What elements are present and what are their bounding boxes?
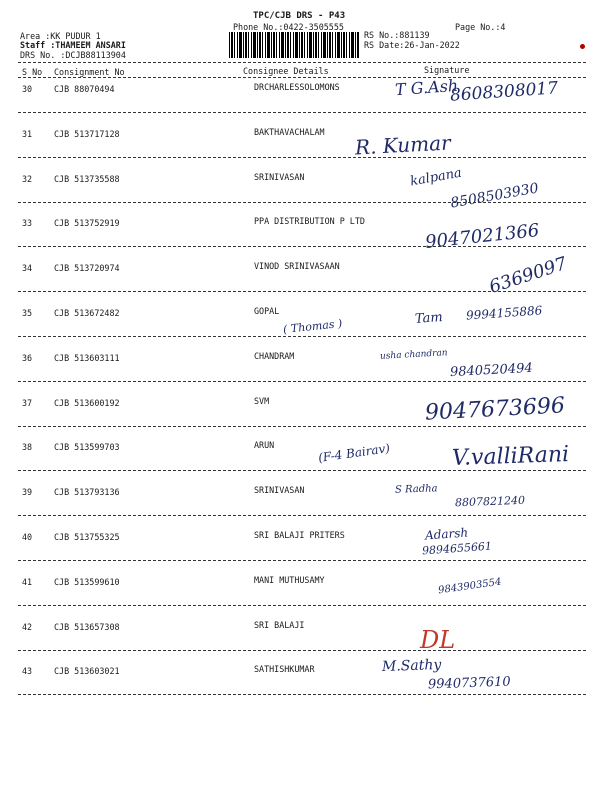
row-consignee: ARUN bbox=[254, 440, 275, 451]
row-consignment-no: CJB 88070494 bbox=[54, 84, 115, 94]
phone-number: Phone No.:0422-3505555 bbox=[233, 22, 344, 32]
row-divider bbox=[18, 515, 586, 516]
row-divider bbox=[18, 605, 586, 606]
row-signature: Tam bbox=[414, 310, 444, 327]
staff-label: Staff :THAMEEM ANSARI bbox=[20, 40, 126, 50]
row-consignee: MANI MUTHUSAMY bbox=[254, 574, 325, 585]
row-signature: kalpana bbox=[409, 165, 463, 189]
barcode bbox=[229, 32, 359, 58]
column-header-divider bbox=[18, 77, 586, 78]
row-consignee: BAKTHAVACHALAM bbox=[254, 126, 325, 137]
row-note: (F-4 Bairav) bbox=[317, 441, 391, 466]
drs-number: DRS No. :DCJB88113904 bbox=[20, 50, 126, 60]
row-phone: 8807821240 bbox=[454, 493, 526, 510]
row-signature: R. Kumar bbox=[354, 130, 452, 160]
row-divider bbox=[18, 336, 586, 337]
area-label: Area :KK PUDUR 1 bbox=[20, 31, 101, 41]
row-note: ( Thomas ) bbox=[282, 316, 343, 337]
row-signature: Adarsh bbox=[424, 525, 469, 543]
row-divider bbox=[18, 202, 586, 203]
row-consignment-no: CJB 513600192 bbox=[54, 397, 120, 408]
row-sno: 42 bbox=[22, 621, 33, 632]
row-consignment-no: CJB 513603111 bbox=[54, 352, 120, 363]
row-consignment-no: CJB 513793136 bbox=[54, 487, 120, 498]
document-title: TPC/CJB DRS - P43 bbox=[253, 11, 346, 21]
row-consignee: PPA DISTRIBUTION P LTD bbox=[254, 216, 365, 227]
row-phone: 9940737610 bbox=[427, 674, 511, 693]
header-divider bbox=[18, 62, 586, 63]
row-sno: 40 bbox=[22, 532, 33, 542]
row-divider bbox=[18, 291, 586, 292]
row-consignee: DRCHARLESSOLOMONS bbox=[254, 82, 340, 92]
row-consignment-no: CJB 513717128 bbox=[54, 128, 120, 139]
row-divider bbox=[18, 694, 586, 695]
row-signature: S Radha bbox=[394, 483, 438, 496]
row-phone: 8608308017 bbox=[449, 78, 559, 106]
row-sno: 35 bbox=[22, 308, 33, 318]
row-consignee: CHANDRAM bbox=[254, 350, 295, 361]
row-sno: 32 bbox=[22, 173, 33, 184]
row-divider bbox=[18, 381, 586, 382]
row-consignee: SRINIVASAN bbox=[254, 485, 305, 496]
row-divider bbox=[18, 650, 586, 651]
row-sno: 43 bbox=[22, 666, 33, 677]
row-divider bbox=[18, 246, 586, 247]
col-header-sno: S No bbox=[22, 67, 43, 77]
row-phone: 9047021366 bbox=[424, 220, 541, 254]
row-consignee: SRI BALAJI bbox=[254, 619, 305, 630]
row-consignee: VINOD SRINIVASAAN bbox=[254, 261, 340, 272]
row-consignee: SRI BALAJI PRITERS bbox=[254, 530, 345, 540]
row-divider bbox=[18, 426, 586, 427]
page-number: Page No.:4 bbox=[455, 22, 506, 32]
row-sno: 37 bbox=[22, 397, 33, 408]
row-consignment-no: CJB 513599703 bbox=[54, 442, 120, 453]
col-header-consignee: Consignee Details bbox=[243, 66, 329, 76]
row-consignment-no: CJB 513720974 bbox=[54, 263, 120, 274]
rs-date: RS Date:26-Jan-2022 bbox=[364, 40, 460, 50]
col-header-signature: Signature bbox=[424, 65, 470, 75]
row-phone: 9840520494 bbox=[449, 360, 534, 380]
row-sno: 41 bbox=[22, 576, 33, 587]
rs-number: RS No.:881139 bbox=[364, 30, 430, 40]
row-signature: V.valliRani bbox=[451, 442, 570, 472]
row-signature: T G.Ash bbox=[394, 75, 459, 100]
row-phone: 9894655661 bbox=[421, 539, 493, 558]
row-signature: DL bbox=[420, 625, 456, 654]
red-mark bbox=[580, 44, 585, 49]
row-divider bbox=[18, 470, 586, 471]
row-sno: 34 bbox=[22, 263, 33, 274]
col-header-consignment: Consignment No bbox=[54, 67, 125, 77]
row-sno: 30 bbox=[22, 84, 33, 94]
row-consignment-no: CJB 513603021 bbox=[54, 666, 120, 677]
row-sno: 36 bbox=[22, 352, 33, 363]
row-sno: 31 bbox=[22, 128, 33, 139]
row-phone: 9047673696 bbox=[424, 392, 566, 426]
row-consignment-no: CJB 513599610 bbox=[54, 576, 120, 587]
row-consignment-no: CJB 513657308 bbox=[54, 621, 120, 632]
row-signature: usha chandran bbox=[379, 348, 448, 362]
row-phone: 8508503930 bbox=[449, 179, 540, 212]
row-divider bbox=[18, 112, 586, 113]
row-phone: 6369097 bbox=[486, 253, 570, 299]
row-phone: 9994155886 bbox=[465, 303, 543, 323]
row-phone: 9843903554 bbox=[437, 576, 503, 597]
row-sno: 38 bbox=[22, 442, 33, 453]
row-consignment-no: CJB 513752919 bbox=[54, 218, 120, 229]
row-sno: 39 bbox=[22, 487, 33, 498]
row-consignee: SVM bbox=[254, 395, 270, 406]
row-divider bbox=[18, 560, 586, 561]
row-consignment-no: CJB 513755325 bbox=[54, 532, 120, 542]
row-signature: M.Sathy bbox=[381, 657, 442, 676]
row-consignee: SRINIVASAN bbox=[254, 171, 305, 182]
row-consignment-no: CJB 513672482 bbox=[54, 308, 120, 318]
row-divider bbox=[18, 157, 586, 158]
row-consignment-no: CJB 513735588 bbox=[54, 173, 120, 184]
row-consignee: GOPAL bbox=[254, 306, 280, 316]
row-sno: 33 bbox=[22, 218, 33, 229]
row-consignee: SATHISHKUMAR bbox=[254, 664, 315, 675]
